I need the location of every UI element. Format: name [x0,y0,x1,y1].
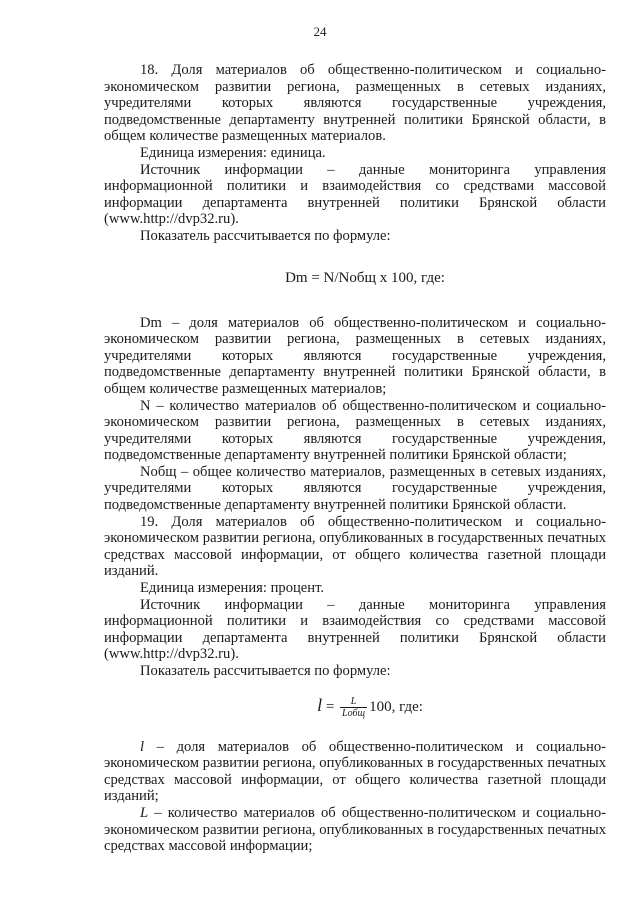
definition-dm: Dm – доля материалов об общественно-политическом и социально-экономическом развитии региона, размещенных в сетевых изданиях, учредителями которых являются государственные учреждения, подведомственные департаменту внутренней политики Брянской области, в общем количестве размещенных материалов; [104,314,606,397]
item-18-title: 18. Доля материалов об общественно-политическом и социально-экономическом развитии региона, размещенных в сетевых изданиях, учредителями которых являются государственные учреждения, подведомственные департаменту внутренней политики Брянской области, в общем количестве размещенных материалов. [104,62,606,145]
item-19-source: Источник информации – данные мониторинга управления информационной политики и взаимодействия со средствами массовой информации департамента внутренней политики Брянской области (www.http://dvp32.ru). [104,596,606,663]
definition-L [104,805,606,855]
page-number: 24 [313,24,327,39]
formula-l-rhs: 100, где: [369,698,423,715]
item-19-title: 19. Доля материалов об общественно-политическом и социально-экономическом развитии региона, опубликованных в государственных печатных средствах массовой информации, от общего количества газетной площади изданий. [104,513,606,580]
formula-l-eq: = [322,698,339,715]
formula-l-fraction [340,696,367,719]
item-18-source: Источник информации – данные мониторинга управления информационной политики и взаимодействия со средствами массовой информации департамента внутренней политики Брянской области (www.http://dvp32.ru). [104,161,606,228]
formula-l [104,696,606,719]
definition-L-var: L [140,805,149,822]
formula-dm: Dm = N/Nобщ x 100, где: [285,269,445,286]
formula-l-numerator: L [340,696,367,708]
definition-l-var: l [140,738,145,755]
formula-l-denominator: Lобщ [342,707,366,719]
definition-L-text: – количество материалов об общественно-политическом и социально-экономическом развитии региона, опубликованных в государственных печатных средствах массовой информации; [104,805,606,855]
formula-l-lhs: l [317,694,323,715]
document-body [104,62,606,855]
item-19-unit: Единица измерения: процент. [140,580,325,597]
definition-l [104,739,606,805]
item-19-calc-intro: Показатель рассчитывается по формуле: [140,663,391,679]
definition-l-text: – доля материалов об общественно-политическом и социально-экономическом развитии региона, опубликованных в государственных печатных средствах массовой информации, от общего количества газетной площади изданий; [104,738,606,805]
definition-nobsh: Nобщ – общее количество материалов, размещенных в сетевых изданиях, учредителями которых являются государственные учреждения, подведомственные департаменту внутренней политики Брянской области. [104,463,606,514]
definition-n: N – количество материалов об общественно-политическом и социально-экономическом развитии региона, размещенных в сетевых изданиях, учредителями которых являются государственные учреждения, подведомственные департаменту внутренней политики Брянской области; [104,397,606,464]
item-18-unit: Единица измерения: единица. [140,144,326,161]
item-18-calc-intro: Показатель рассчитывается по формуле: [140,227,391,244]
